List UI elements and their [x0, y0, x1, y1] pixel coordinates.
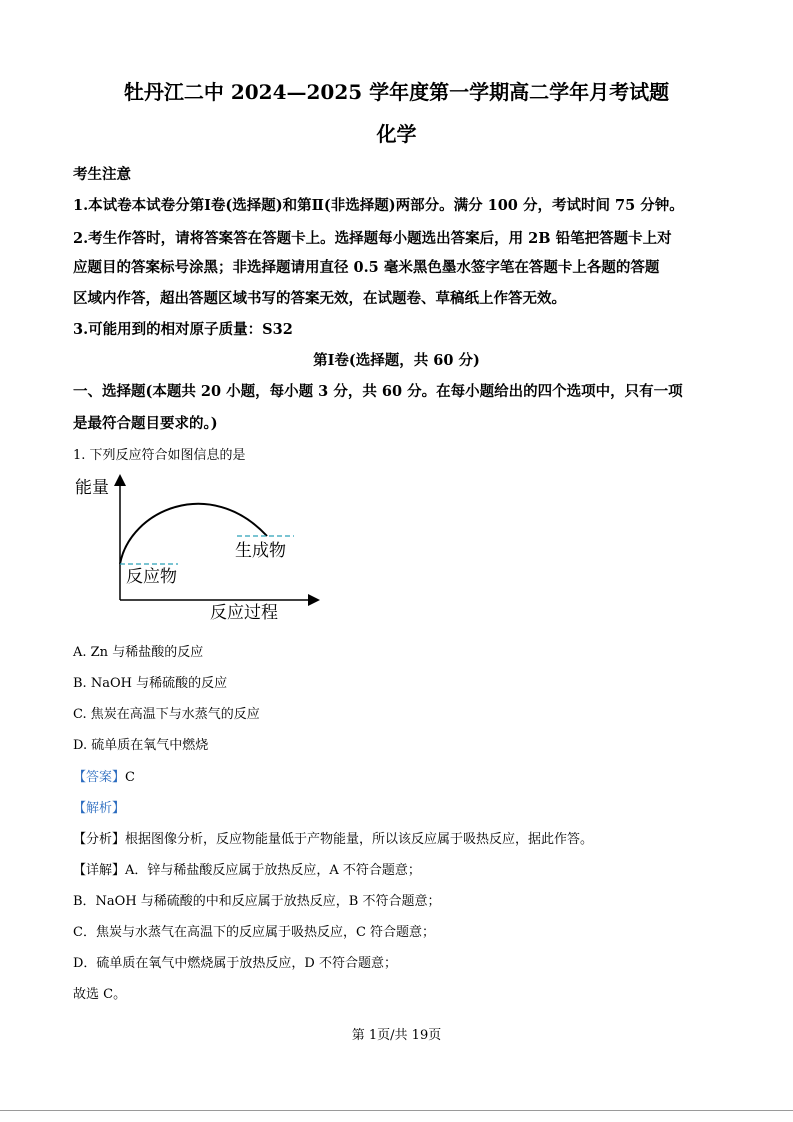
- y-axis-label: 能量: [75, 478, 109, 498]
- option-a: A. Zn 与稀盐酸的反应: [73, 645, 204, 660]
- question-1-stem: 1. 下列反应符合如图信息的是: [73, 448, 246, 463]
- analysis-line-4: C．焦炭与水蒸气在高温下的反应属于吸热反应，C 符合题意；: [73, 925, 436, 940]
- option-c: C. 焦炭在高温下与水蒸气的反应: [73, 707, 260, 722]
- answer-value: C: [125, 770, 135, 785]
- analysis-line-6: 故选 C。: [73, 987, 127, 1002]
- notice-line-2: 2.考生作答时，请将答案答在答题卡上。选择题每小题选出答案后，用 2B 铅笔把答题卡上对: [73, 230, 672, 247]
- analysis-line-2: 【详解】A．锌与稀盐酸反应属于放热反应，A 不符合题意；: [73, 863, 421, 878]
- analysis-line-3: B．NaOH 与稀硫酸的中和反应属于放热反应，B 不符合题意；: [73, 894, 441, 909]
- page-bottom-rule: [0, 1110, 793, 1111]
- analysis-line-1: 【分析】根据图像分析，反应物能量低于产物能量，所以该反应属于吸热反应，据此作答。: [73, 832, 594, 847]
- notice-heading: 考生注意: [73, 166, 131, 183]
- x-axis-label: 反应过程: [210, 603, 278, 623]
- section-intro-line-1: 一、选择题(本题共 20 小题，每小题 3 分，共 60 分。在每小题给出的四个选项中，只有一项: [73, 383, 683, 400]
- section-title: 第Ⅰ卷(选择题，共 60 分): [313, 352, 480, 369]
- option-d: D. 硫单质在氧气中燃烧: [73, 738, 209, 753]
- page-footer: 第 1页/共 19页: [351, 1028, 442, 1043]
- subject-title: 化学: [376, 122, 417, 146]
- analysis-tag: 【解析】: [73, 801, 126, 816]
- answer-tag: 【答案】: [73, 770, 126, 785]
- analysis-line-5: D．硫单质在氧气中燃烧属于放热反应，D 不符合题意；: [73, 956, 397, 971]
- energy-diagram: [70, 470, 330, 625]
- section-intro-line-2: 是最符合题目要求的。): [73, 415, 218, 432]
- notice-line-4: 区域内作答，超出答题区域书写的答案无效，在试题卷、草稿纸上作答无效。: [73, 290, 566, 307]
- product-label: 生成物: [235, 541, 286, 561]
- notice-line-1: 1.本试卷本试卷分第Ⅰ卷(选择题)和第Ⅱ(非选择题)两部分。满分 100 分，考试时间 75 分钟。: [73, 197, 684, 214]
- answer-line: [73, 766, 135, 785]
- exam-title: 牡丹江二中 2024—2025 学年度第一学期高二学年月考试题: [123, 80, 670, 104]
- option-b: B. NaOH 与稀硫酸的反应: [73, 676, 228, 691]
- reactant-label: 反应物: [126, 567, 177, 587]
- notice-line-3: 应题目的答案标号涂黑；非选择题请用直径 0.5 毫米黑色墨水签字笔在答题卡上各题的答题: [73, 259, 660, 276]
- notice-line-5: 3.可能用到的相对原子质量：S32: [73, 321, 293, 338]
